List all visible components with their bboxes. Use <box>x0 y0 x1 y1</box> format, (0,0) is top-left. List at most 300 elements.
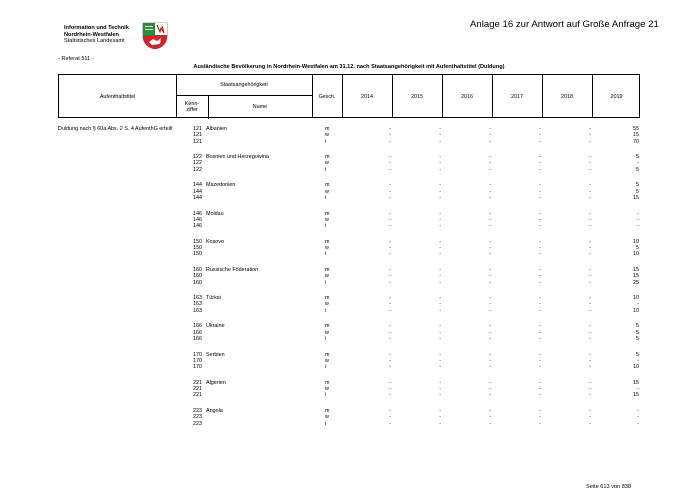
value-cell-2016: - <box>489 408 491 414</box>
table-title: Ausländische Bevölkerung in Nordrhein-Westfalen am 31.12. nach Staatsangehörigkeit mit Aufenthaltstitel (Duldung) <box>193 64 505 70</box>
col-year-2018: 2018 <box>561 94 573 100</box>
value-cell-2019: 15 <box>633 392 639 399</box>
value-cell-2016: - <box>489 386 491 393</box>
page-number: Seite 613 von 838 <box>586 484 632 490</box>
referat-label: - Referat 511 - <box>58 56 94 62</box>
value-cell-2018: - <box>589 216 591 223</box>
geschlecht-cell: i <box>325 392 327 399</box>
geschlecht-cell: m <box>325 379 330 386</box>
kennziffer-cell: 221 <box>193 379 202 386</box>
kennziffer-cell: 121 <box>193 132 202 139</box>
value-cell-2017: - <box>539 364 541 371</box>
value-cell-2015: - <box>439 138 441 145</box>
geschlecht-cell: i <box>325 279 327 286</box>
value-cell-2018: - <box>589 364 591 371</box>
value-cell-2016: - <box>489 323 491 330</box>
geschlecht-cell: m <box>325 323 330 330</box>
value-cell-2017: - <box>539 329 541 336</box>
value-cell-2018: - <box>589 307 591 314</box>
value-cell-2017: - <box>539 154 541 161</box>
org-name-line1: Information und Technik <box>64 25 129 31</box>
country-name-cell: Russische Föderation <box>206 267 259 273</box>
value-cell-2017: - <box>539 132 541 139</box>
kennziffer-cell: 160 <box>193 267 202 273</box>
value-cell-2016: - <box>489 238 491 245</box>
value-cell-2015: - <box>439 160 441 167</box>
value-cell-2016: - <box>489 223 491 230</box>
value-cell-2017: - <box>539 138 541 145</box>
value-cell-2017: - <box>539 351 541 358</box>
value-cell-2019: 10 <box>633 251 639 258</box>
value-cell-2016: - <box>489 301 491 308</box>
value-cell-2015: - <box>439 414 441 421</box>
geschlecht-cell: i <box>325 307 327 314</box>
value-cell-2016: - <box>489 132 491 139</box>
value-cell-2017: - <box>539 194 541 201</box>
value-cell-2019: - <box>637 223 639 230</box>
value-cell-2019: 5 <box>636 323 639 330</box>
kennziffer-cell: 121 <box>193 138 202 145</box>
value-cell-2017: - <box>539 414 541 421</box>
value-cell-2016: - <box>489 273 491 280</box>
value-cell-2018: - <box>589 210 591 217</box>
value-cell-2019: 55 <box>633 126 639 132</box>
value-cell-2018: - <box>589 182 591 189</box>
value-cell-2018: - <box>589 194 591 201</box>
value-cell-2019: 15 <box>633 379 639 386</box>
value-cell-2014: - <box>389 154 391 161</box>
value-cell-2016: - <box>489 392 491 399</box>
value-cell-2014: - <box>389 188 391 195</box>
value-cell-2015: - <box>439 216 441 223</box>
value-cell-2014: - <box>389 245 391 252</box>
value-cell-2015: - <box>439 245 441 252</box>
value-cell-2018: - <box>589 251 591 258</box>
geschlecht-cell: i <box>325 166 327 173</box>
value-cell-2018: - <box>589 154 591 161</box>
value-cell-2017: - <box>539 279 541 286</box>
value-cell-2016: - <box>489 279 491 286</box>
value-cell-2017: - <box>539 210 541 217</box>
value-cell-2016: - <box>489 245 491 252</box>
annex-title: Anlage 16 zur Antwort auf Große Anfrage 21 <box>470 19 659 30</box>
table-row <box>0 364 700 370</box>
value-cell-2017: - <box>539 301 541 308</box>
value-cell-2015: - <box>439 351 441 358</box>
country-group <box>0 239 700 258</box>
country-group <box>0 154 700 173</box>
table-row <box>0 280 700 286</box>
kennziffer-cell: 144 <box>193 188 202 195</box>
table-row <box>0 195 700 201</box>
kennziffer-cell: 121 <box>193 126 202 132</box>
value-cell-2015: - <box>439 379 441 386</box>
value-cell-2018: - <box>589 301 591 308</box>
value-cell-2014: - <box>389 273 391 280</box>
value-cell-2015: - <box>439 267 441 273</box>
value-cell-2019: 5 <box>636 166 639 173</box>
value-cell-2015: - <box>439 279 441 286</box>
value-cell-2016: - <box>489 351 491 358</box>
kennziffer-cell: 170 <box>193 357 202 364</box>
value-cell-2019: 5 <box>636 245 639 252</box>
col-year-2016: 2016 <box>461 94 473 100</box>
value-cell-2019: 15 <box>633 273 639 280</box>
geschlecht-cell: w <box>325 132 329 139</box>
value-cell-2015: - <box>439 238 441 245</box>
col-staatsangehoerigkeit: Staatsangehörigkeit <box>220 82 268 88</box>
geschlecht-cell: i <box>325 364 327 371</box>
value-cell-2016: - <box>489 126 491 132</box>
value-cell-2015: - <box>439 323 441 330</box>
value-cell-2015: - <box>439 194 441 201</box>
country-name-cell: Mazedonien <box>206 182 236 189</box>
value-cell-2019: 5 <box>636 335 639 342</box>
value-cell-2017: - <box>539 245 541 252</box>
value-cell-2014: - <box>389 279 391 286</box>
value-cell-2019: - <box>637 386 639 393</box>
value-cell-2014: - <box>389 323 391 330</box>
value-cell-2018: - <box>589 223 591 230</box>
value-cell-2014: - <box>389 357 391 364</box>
value-cell-2018: - <box>589 420 591 427</box>
kennziffer-cell: 146 <box>193 223 202 230</box>
value-cell-2016: - <box>489 160 491 167</box>
kennziffer-cell: 166 <box>193 323 202 330</box>
aufenthaltstitel-label: Duldung nach § 60a Abs. 2 S. 4 AufenthG erteilt <box>58 126 173 132</box>
table-row <box>0 139 700 145</box>
value-cell-2019: 25 <box>633 279 639 286</box>
value-cell-2017: - <box>539 182 541 189</box>
value-cell-2016: - <box>489 329 491 336</box>
kennziffer-cell: 163 <box>193 301 202 308</box>
value-cell-2018: - <box>589 279 591 286</box>
value-cell-2014: - <box>389 414 391 421</box>
country-group <box>0 211 700 230</box>
geschlecht-cell: w <box>325 188 329 195</box>
country-group <box>0 352 700 371</box>
value-cell-2018: - <box>589 335 591 342</box>
kennziffer-cell: 223 <box>193 414 202 421</box>
value-cell-2019: - <box>637 301 639 308</box>
value-cell-2014: - <box>389 386 391 393</box>
value-cell-2017: - <box>539 273 541 280</box>
kennziffer-cell: 150 <box>193 251 202 258</box>
value-cell-2014: - <box>389 420 391 427</box>
country-group <box>0 380 700 399</box>
value-cell-2014: - <box>389 408 391 414</box>
value-cell-2018: - <box>589 126 591 132</box>
value-cell-2017: - <box>539 267 541 273</box>
value-cell-2014: - <box>389 329 391 336</box>
value-cell-2015: - <box>439 386 441 393</box>
value-cell-2015: - <box>439 392 441 399</box>
value-cell-2014: - <box>389 216 391 223</box>
value-cell-2017: - <box>539 408 541 414</box>
value-cell-2016: - <box>489 216 491 223</box>
geschlecht-cell: w <box>325 273 329 280</box>
value-cell-2019: 10 <box>633 307 639 314</box>
table-row <box>0 308 700 314</box>
value-cell-2018: - <box>589 323 591 330</box>
kennziffer-cell: 146 <box>193 216 202 223</box>
geschlecht-cell: m <box>325 238 330 245</box>
table-row <box>0 392 700 398</box>
value-cell-2014: - <box>389 238 391 245</box>
value-cell-2019: 5 <box>636 351 639 358</box>
country-name-cell: Angola <box>206 408 223 414</box>
value-cell-2015: - <box>439 223 441 230</box>
value-cell-2014: - <box>389 126 391 132</box>
value-cell-2017: - <box>539 216 541 223</box>
value-cell-2018: - <box>589 132 591 139</box>
value-cell-2017: - <box>539 420 541 427</box>
geschlecht-cell: m <box>325 126 330 132</box>
col-name: Name <box>252 104 268 110</box>
country-name-cell: Bosnien und Herzegowina <box>206 154 269 161</box>
value-cell-2019: 10 <box>633 364 639 371</box>
value-cell-2017: - <box>539 166 541 173</box>
kennziffer-cell: 166 <box>193 335 202 342</box>
value-cell-2014: - <box>389 364 391 371</box>
value-cell-2018: - <box>589 273 591 280</box>
value-cell-2014: - <box>389 251 391 258</box>
value-cell-2014: - <box>389 182 391 189</box>
value-cell-2016: - <box>489 335 491 342</box>
geschlecht-cell: w <box>325 160 329 167</box>
country-group <box>0 267 700 286</box>
value-cell-2017: - <box>539 126 541 132</box>
value-cell-2017: - <box>539 160 541 167</box>
table-row <box>0 223 700 229</box>
value-cell-2017: - <box>539 223 541 230</box>
value-cell-2019: - <box>637 210 639 217</box>
value-cell-2015: - <box>439 364 441 371</box>
value-cell-2017: - <box>539 357 541 364</box>
geschlecht-cell: w <box>325 386 329 393</box>
kennziffer-cell: 122 <box>193 160 202 167</box>
value-cell-2014: - <box>389 267 391 273</box>
value-cell-2019: 5 <box>636 329 639 336</box>
kennziffer-cell: 150 <box>193 245 202 252</box>
value-cell-2016: - <box>489 357 491 364</box>
value-cell-2019: - <box>637 408 639 414</box>
col-aufenthaltstitel: Aufenthaltstitel <box>99 94 136 100</box>
geschlecht-cell: m <box>325 351 330 358</box>
kennziffer-cell: 221 <box>193 392 202 399</box>
col-kennziffer-line1: Kenn- <box>184 101 200 107</box>
value-cell-2014: - <box>389 160 391 167</box>
table-header <box>58 74 640 118</box>
geschlecht-cell: w <box>325 329 329 336</box>
country-group <box>0 295 700 314</box>
value-cell-2014: - <box>389 307 391 314</box>
value-cell-2016: - <box>489 307 491 314</box>
value-cell-2019: 70 <box>633 138 639 145</box>
kennziffer-cell: 144 <box>193 194 202 201</box>
value-cell-2014: - <box>389 166 391 173</box>
value-cell-2014: - <box>389 335 391 342</box>
value-cell-2015: - <box>439 295 441 302</box>
country-group <box>0 182 700 201</box>
value-cell-2017: - <box>539 335 541 342</box>
country-name-cell: Serbien <box>206 351 225 358</box>
kennziffer-cell: 223 <box>193 408 202 414</box>
geschlecht-cell: i <box>325 194 327 201</box>
geschlecht-cell: w <box>325 245 329 252</box>
value-cell-2018: - <box>589 414 591 421</box>
col-kennziffer <box>176 95 208 119</box>
country-group <box>0 408 700 427</box>
value-cell-2016: - <box>489 182 491 189</box>
table-row <box>0 421 700 427</box>
kennziffer-cell: 122 <box>193 154 202 161</box>
value-cell-2017: - <box>539 251 541 258</box>
geschlecht-cell: i <box>325 335 327 342</box>
value-cell-2017: - <box>539 307 541 314</box>
value-cell-2015: - <box>439 126 441 132</box>
value-cell-2019: 10 <box>633 295 639 302</box>
value-cell-2019: 5 <box>636 188 639 195</box>
value-cell-2018: - <box>589 392 591 399</box>
geschlecht-cell: m <box>325 295 330 302</box>
org-logo-text <box>64 25 129 45</box>
value-cell-2016: - <box>489 194 491 201</box>
value-cell-2015: - <box>439 210 441 217</box>
value-cell-2014: - <box>389 138 391 145</box>
geschlecht-cell: m <box>325 267 330 273</box>
geschlecht-cell: i <box>325 138 327 145</box>
value-cell-2017: - <box>539 295 541 302</box>
kennziffer-cell: 170 <box>193 351 202 358</box>
kennziffer-cell: 122 <box>193 166 202 173</box>
country-name-cell: Moldau <box>206 210 224 217</box>
value-cell-2018: - <box>589 160 591 167</box>
geschlecht-cell: m <box>325 210 330 217</box>
value-cell-2016: - <box>489 364 491 371</box>
value-cell-2015: - <box>439 420 441 427</box>
table-row <box>0 167 700 173</box>
value-cell-2014: - <box>389 295 391 302</box>
col-kennziffer-line2: ziffer <box>186 107 198 113</box>
value-cell-2015: - <box>439 132 441 139</box>
kennziffer-cell: 170 <box>193 364 202 371</box>
org-name-line2: Nordrhein-Westfalen <box>64 31 119 38</box>
kennziffer-cell: 163 <box>193 307 202 314</box>
value-cell-2016: - <box>489 154 491 161</box>
value-cell-2018: - <box>589 295 591 302</box>
country-name-cell: Türkei <box>206 295 221 302</box>
value-cell-2017: - <box>539 379 541 386</box>
value-cell-2019: - <box>637 414 639 421</box>
value-cell-2014: - <box>389 194 391 201</box>
value-cell-2016: - <box>489 420 491 427</box>
value-cell-2015: - <box>439 301 441 308</box>
kennziffer-cell: 150 <box>193 238 202 245</box>
value-cell-2017: - <box>539 238 541 245</box>
value-cell-2014: - <box>389 379 391 386</box>
value-cell-2018: - <box>589 245 591 252</box>
value-cell-2014: - <box>389 301 391 308</box>
value-cell-2015: - <box>439 273 441 280</box>
value-cell-2015: - <box>439 251 441 258</box>
geschlecht-cell: w <box>325 216 329 223</box>
value-cell-2018: - <box>589 238 591 245</box>
country-name-cell: Kosovo <box>206 238 224 245</box>
kennziffer-cell: 160 <box>193 273 202 280</box>
value-cell-2018: - <box>589 379 591 386</box>
value-cell-2019: 15 <box>633 194 639 201</box>
geschlecht-cell: i <box>325 420 327 427</box>
value-cell-2015: - <box>439 329 441 336</box>
geschlecht-cell: i <box>325 223 327 230</box>
nrw-crest-icon <box>142 22 168 50</box>
col-year-2014: 2014 <box>361 94 373 100</box>
value-cell-2016: - <box>489 267 491 273</box>
org-name-line3: Statistisches Landesamt <box>64 38 125 45</box>
kennziffer-cell: 221 <box>193 386 202 393</box>
country-name-cell: Algerien <box>206 379 226 386</box>
geschlecht-cell: w <box>325 357 329 364</box>
value-cell-2018: - <box>589 351 591 358</box>
value-cell-2017: - <box>539 323 541 330</box>
kennziffer-cell: 144 <box>193 182 202 189</box>
table-row <box>0 336 700 342</box>
value-cell-2014: - <box>389 392 391 399</box>
value-cell-2019: - <box>637 216 639 223</box>
value-cell-2019: 5 <box>636 182 639 189</box>
value-cell-2015: - <box>439 182 441 189</box>
value-cell-2015: - <box>439 357 441 364</box>
value-cell-2019: 15 <box>633 267 639 273</box>
country-name-cell: Albanien <box>206 126 227 132</box>
value-cell-2017: - <box>539 386 541 393</box>
value-cell-2016: - <box>489 138 491 145</box>
value-cell-2015: - <box>439 166 441 173</box>
geschlecht-cell: m <box>325 154 330 161</box>
col-geschlecht: Gesch. <box>318 94 336 100</box>
geschlecht-cell: m <box>325 408 330 414</box>
value-cell-2016: - <box>489 251 491 258</box>
value-cell-2016: - <box>489 295 491 302</box>
value-cell-2017: - <box>539 188 541 195</box>
value-cell-2018: - <box>589 386 591 393</box>
kennziffer-cell: 223 <box>193 420 202 427</box>
value-cell-2019: - <box>637 357 639 364</box>
value-cell-2019: 15 <box>633 132 639 139</box>
geschlecht-cell: w <box>325 301 329 308</box>
col-year-2019: 2019 <box>610 94 623 100</box>
value-cell-2015: - <box>439 408 441 414</box>
value-cell-2018: - <box>589 357 591 364</box>
value-cell-2017: - <box>539 392 541 399</box>
geschlecht-cell: m <box>325 182 330 189</box>
col-year-2015: 2015 <box>411 94 423 100</box>
value-cell-2014: - <box>389 223 391 230</box>
value-cell-2015: - <box>439 307 441 314</box>
value-cell-2018: - <box>589 138 591 145</box>
kennziffer-cell: 166 <box>193 329 202 336</box>
value-cell-2018: - <box>589 188 591 195</box>
kennziffer-cell: 146 <box>193 210 202 217</box>
value-cell-2015: - <box>439 335 441 342</box>
value-cell-2014: - <box>389 210 391 217</box>
col-year-2017: 2017 <box>511 94 523 100</box>
value-cell-2018: - <box>589 329 591 336</box>
value-cell-2016: - <box>489 210 491 217</box>
value-cell-2018: - <box>589 408 591 414</box>
value-cell-2016: - <box>489 188 491 195</box>
